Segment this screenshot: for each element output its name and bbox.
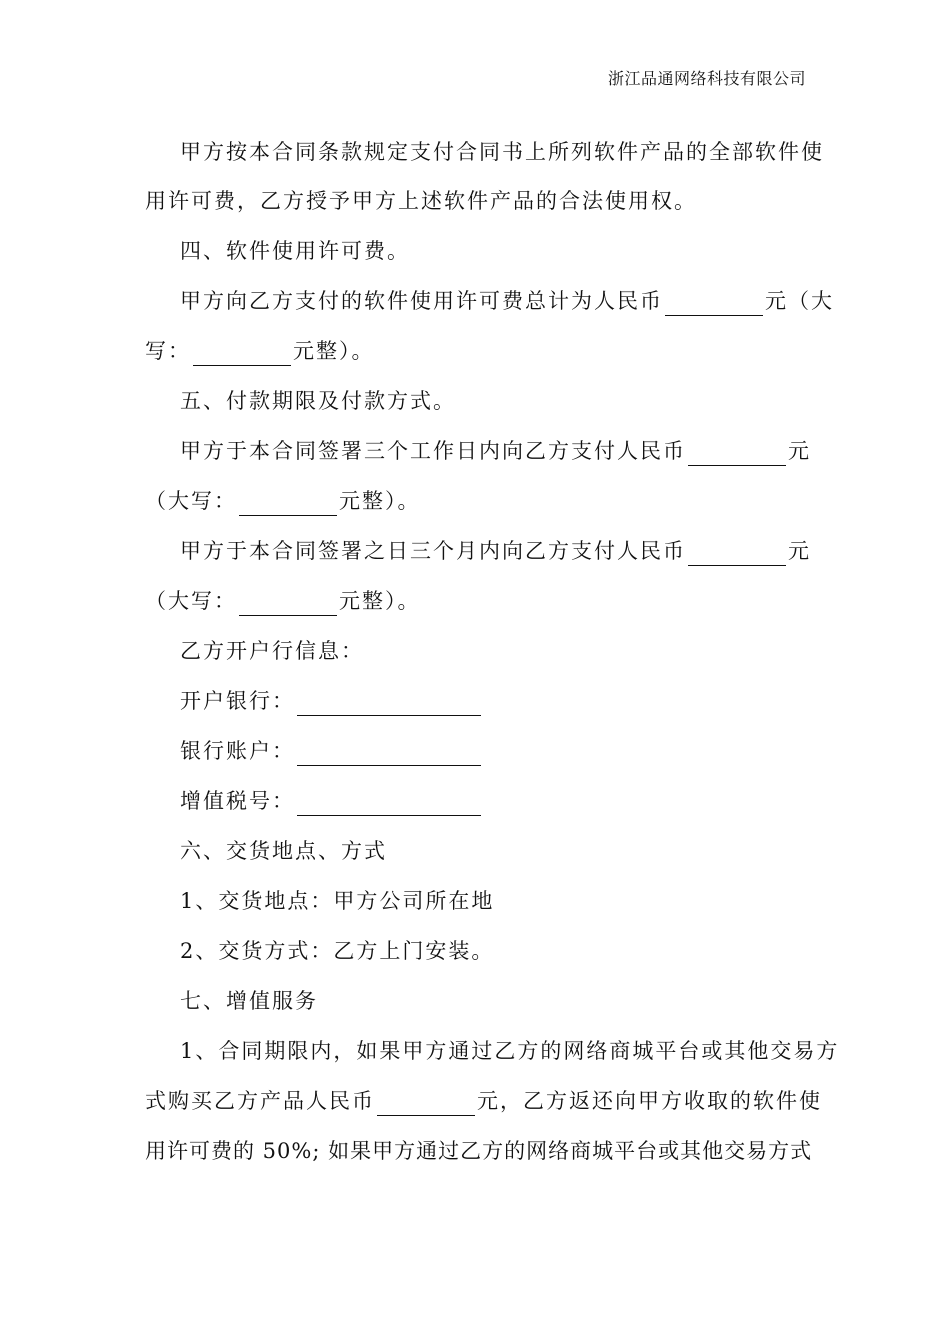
paragraph-line: 式购买乙方产品人民币 元，乙方返还向甲方收取的软件使 [145,1086,822,1116]
fill-blank [239,593,337,616]
page-header-company: 浙江品通网络科技有限公司 [607,69,806,88]
paragraph-line: 1、交货地点：甲方公司所在地 [180,889,495,913]
bank-info-heading: 乙方开户行信息： [180,639,364,663]
paragraph-line: 用许可费的 50%; 如果甲方通过乙方的网络商城平台或其他交易方式 [145,1139,813,1163]
paragraph-line: 1、合同期限内，如果甲方通过乙方的网络商城平台或其他交易方 [180,1039,840,1063]
fill-blank [377,1093,475,1116]
paragraph-line: 2、交货方式：乙方上门安装。 [180,939,495,963]
fill-blank [193,343,291,366]
paragraph-line: 甲方于本合同签署之日三个月内向乙方支付人民币 元 [180,536,811,566]
fill-blank [665,293,763,316]
tax-id-line: 增值税号： [180,786,483,816]
fill-blank [239,493,337,516]
paragraph-line: 甲方于本合同签署三个工作日内向乙方支付人民币 元 [180,436,811,466]
paragraph-line: （大写： 元整）。 [145,486,421,516]
bank-account-line: 银行账户： [180,736,483,766]
section-heading-6: 六、交货地点、方式 [180,839,387,863]
paragraph-line: （大写： 元整）。 [145,586,421,616]
fill-blank [688,543,786,566]
paragraph-line: 写： 元整）。 [145,336,375,366]
paragraph-line: 甲方向乙方支付的软件使用许可费总计为人民币 元（大 [180,286,834,316]
paragraph-line: 甲方按本合同条款规定支付合同书上所列软件产品的全部软件使 [180,140,824,164]
bank-account-blank [297,743,481,766]
section-heading-7: 七、增值服务 [180,989,318,1013]
paragraph-line: 用许可费，乙方授予甲方上述软件产品的合法使用权。 [145,189,697,213]
tax-id-blank [297,793,481,816]
section-heading-4: 四、软件使用许可费。 [180,239,410,263]
bank-name-line: 开户银行： [180,686,483,716]
bank-name-blank [297,693,481,716]
fill-blank [688,443,786,466]
section-heading-5: 五、付款期限及付款方式。 [180,389,456,413]
